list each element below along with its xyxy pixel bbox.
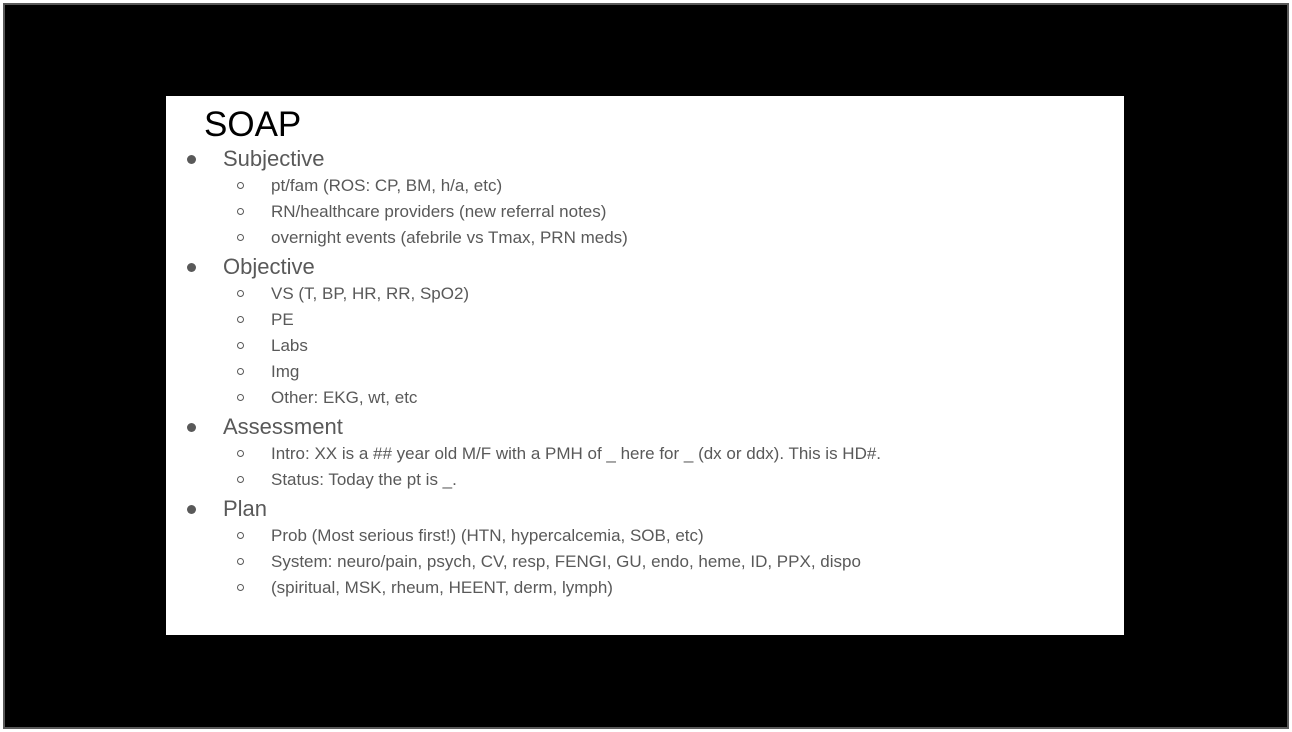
hollow-bullet-icon bbox=[237, 584, 244, 591]
sub-list bbox=[166, 524, 1124, 602]
hollow-bullet-icon bbox=[237, 368, 244, 375]
list-item bbox=[166, 334, 1124, 360]
hollow-bullet-icon bbox=[237, 394, 244, 401]
section-heading bbox=[166, 494, 1124, 524]
list-item-text: Status: Today the pt is _. bbox=[271, 470, 457, 489]
section-label: Subjective bbox=[223, 146, 325, 171]
hollow-bullet-icon bbox=[237, 182, 244, 189]
list-item bbox=[166, 200, 1124, 226]
list-item bbox=[166, 386, 1124, 412]
slide-title: SOAP bbox=[204, 105, 302, 144]
hollow-bullet-icon bbox=[237, 234, 244, 241]
section-heading bbox=[166, 144, 1124, 174]
list-item bbox=[166, 226, 1124, 252]
hollow-bullet-icon bbox=[237, 290, 244, 297]
list-item-text: pt/fam (ROS: CP, BM, h/a, etc) bbox=[271, 176, 503, 195]
list-item bbox=[166, 308, 1124, 334]
list-item-text: Labs bbox=[271, 336, 308, 355]
hollow-bullet-icon bbox=[237, 476, 244, 483]
list-item bbox=[166, 576, 1124, 602]
sub-list bbox=[166, 174, 1124, 252]
list-item-text: RN/healthcare providers (new referral notes) bbox=[271, 202, 607, 221]
sub-list bbox=[166, 442, 1124, 494]
section-subjective bbox=[166, 144, 1124, 252]
list-item bbox=[166, 174, 1124, 200]
list-item bbox=[166, 360, 1124, 386]
section-label: Objective bbox=[223, 254, 315, 279]
list-item bbox=[166, 442, 1124, 468]
list-item bbox=[166, 524, 1124, 550]
outline-list bbox=[166, 144, 1124, 602]
list-item-text: Prob (Most serious first!) (HTN, hypercalcemia, SOB, etc) bbox=[271, 526, 704, 545]
hollow-bullet-icon bbox=[237, 208, 244, 215]
hollow-bullet-icon bbox=[237, 532, 244, 539]
section-assessment bbox=[166, 412, 1124, 494]
section-label: Assessment bbox=[223, 414, 343, 439]
section-heading bbox=[166, 252, 1124, 282]
list-item-text: PE bbox=[271, 310, 294, 329]
section-plan bbox=[166, 494, 1124, 602]
hollow-bullet-icon bbox=[237, 342, 244, 349]
section-objective bbox=[166, 252, 1124, 412]
section-heading bbox=[166, 412, 1124, 442]
list-item bbox=[166, 550, 1124, 576]
list-item bbox=[166, 282, 1124, 308]
filled-bullet-icon bbox=[187, 423, 196, 432]
section-label: Plan bbox=[223, 496, 268, 521]
list-item-text: Intro: XX is a ## year old M/F with a PMH of _ here for _ (dx or ddx). This is HD#. bbox=[271, 444, 882, 463]
list-item-text: Img bbox=[271, 362, 300, 381]
hollow-bullet-icon bbox=[237, 316, 244, 323]
filled-bullet-icon bbox=[187, 155, 196, 164]
list-item-text: Other: EKG, wt, etc bbox=[271, 388, 418, 407]
filled-bullet-icon bbox=[187, 505, 196, 514]
hollow-bullet-icon bbox=[237, 558, 244, 565]
slide bbox=[166, 96, 1124, 635]
list-item-text: System: neuro/pain, psych, CV, resp, FENGI, GU, endo, heme, ID, PPX, dispo bbox=[271, 552, 861, 571]
filled-bullet-icon bbox=[187, 263, 196, 272]
black-background bbox=[3, 3, 1289, 729]
list-item bbox=[166, 468, 1124, 494]
list-item-text: VS (T, BP, HR, RR, SpO2) bbox=[271, 284, 470, 303]
hollow-bullet-icon bbox=[237, 450, 244, 457]
list-item-text: (spiritual, MSK, rheum, HEENT, derm, lymph) bbox=[271, 578, 613, 597]
list-item-text: overnight events (afebrile vs Tmax, PRN meds) bbox=[271, 228, 628, 247]
sub-list bbox=[166, 282, 1124, 412]
